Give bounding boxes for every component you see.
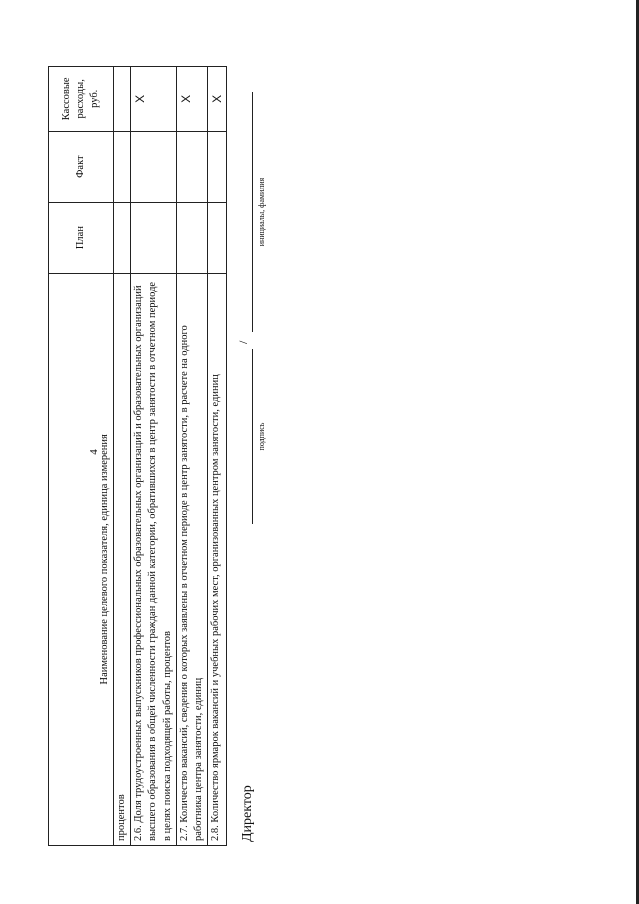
header-fact: Факт (49, 131, 114, 202)
indicators-table (48, 66, 227, 846)
table-row (176, 67, 207, 846)
name-caption: инициалы, фамилия (257, 177, 266, 247)
header-plan: План (49, 202, 114, 273)
cash-cell: X (131, 67, 177, 132)
cash-cell (114, 67, 131, 132)
signature-line (252, 349, 253, 524)
fact-cell (208, 131, 227, 202)
fact-cell (176, 131, 207, 202)
director-label: Директор (240, 785, 255, 842)
plan-cell (131, 202, 177, 273)
indicator-name-cell: 2.8. Количество ярмарок вакансий и учебных рабочих мест, организованных центром занятости, единиц (208, 273, 227, 845)
indicator-name-cell: процентов (114, 273, 131, 845)
signature-caption: подпись (257, 422, 266, 451)
fact-cell (114, 131, 131, 202)
plan-cell (114, 202, 131, 273)
table-row (208, 67, 227, 846)
header-cash-expenses: Кассовые расходы, руб. (49, 67, 114, 132)
cash-cell: X (176, 67, 207, 132)
plan-cell (208, 202, 227, 273)
indicator-name-cell: 2.6. Доля трудоустроенных выпускников профессиональных образовательных организаций и образовательных организаций высшего образования в общей численности граждан данной категории, обратившихся в центр занятости в отчетном периоде в целях поиска подходящей работы, процентов (131, 273, 177, 845)
signature-slash: / (236, 340, 250, 344)
table-row (131, 67, 177, 846)
cash-cell: X (208, 67, 227, 132)
plan-cell (176, 202, 207, 273)
table-row (114, 67, 131, 846)
header-indicator-name: Наименование целевого показателя, единица измерения (49, 273, 114, 845)
fact-cell (131, 131, 177, 202)
page-number: 4 (88, 449, 100, 455)
name-line (252, 92, 253, 332)
indicator-name-cell: 2.7. Количество вакансий, сведения о которых заявлены в отчетном периоде в центр занятости, в расчете на одного работника центра занятости, единиц (176, 273, 207, 845)
table-header-row (49, 67, 114, 846)
